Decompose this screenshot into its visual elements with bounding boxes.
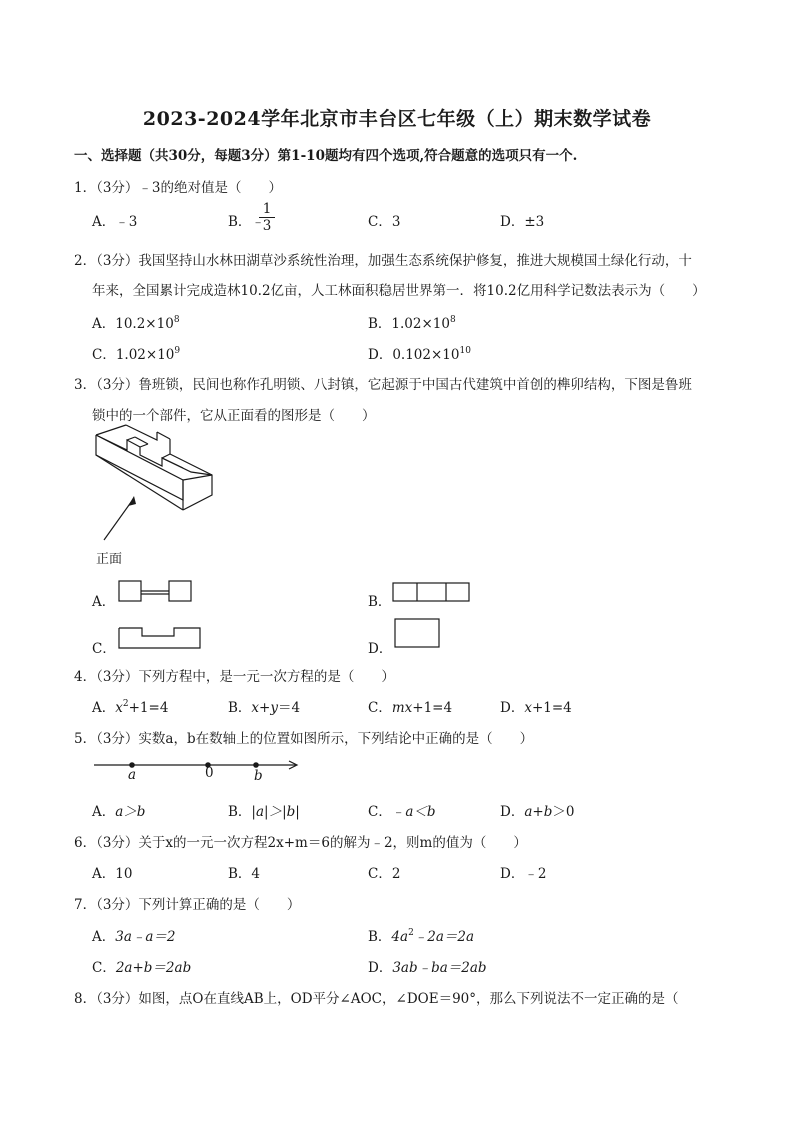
q4-option-d: D．x+1=4 xyxy=(500,700,572,716)
q5-stem: 5．（3分）实数a，b在数轴上的位置如图所示，下列结论中正确的是（ ） xyxy=(74,731,534,747)
q1-option-c: C．3 xyxy=(368,214,401,230)
q3-stem-line2: 锁中的一个部件，它从正面看的图形是（ ） xyxy=(92,408,376,424)
q6-option-c: C．2 xyxy=(368,866,401,882)
q3-option-b: B． xyxy=(368,594,392,610)
q5-option-a: A．a＞b xyxy=(92,804,146,820)
q3-option-c: C． xyxy=(92,641,116,657)
q7-option-c: C．2a+b＝2ab xyxy=(92,960,192,976)
q5-option-b: B．|a|＞|b| xyxy=(228,804,300,820)
luban-lock-figure xyxy=(90,410,230,545)
q7-stem: 7．（3分）下列计算正确的是（ ） xyxy=(74,897,301,913)
number-line-label-0: 0 xyxy=(205,765,214,781)
q1-option-b-fraction xyxy=(259,202,275,233)
q3-option-d-figure xyxy=(394,618,442,650)
q1-option-b-prefix: B．﹣ xyxy=(228,214,265,230)
q6-option-a: A．10 xyxy=(92,866,133,882)
q3-option-d: D． xyxy=(368,641,393,657)
q6-stem: 6．（3分）关于x的一元一次方程2x+m＝6的解为﹣2，则m的值为（ ） xyxy=(74,835,527,851)
fraction-denominator: 3 xyxy=(262,218,272,234)
q1-option-a: A．﹣3 xyxy=(92,214,138,230)
q4-option-c: C．mx+1=4 xyxy=(368,700,453,716)
q3-option-a: A． xyxy=(92,594,116,610)
q4-stem: 4．（3分）下列方程中，是一元一次方程的是（ ） xyxy=(74,669,395,685)
page-title: 2023-2024学年北京市丰台区七年级（上）期末数学试卷 xyxy=(142,108,652,130)
q2-option-a: A．$10.2\times 10^8$ xyxy=(92,315,180,332)
number-line-label-b: b xyxy=(254,768,263,784)
q6-option-d: D．﹣2 xyxy=(500,866,547,882)
q4-option-a: A．$x^2+1=4$ xyxy=(92,699,169,716)
q6-option-b: B．4 xyxy=(228,866,261,882)
q1-option-d: D．±3 xyxy=(500,214,545,230)
q2-option-c: C．$1.02\times 10^9$ xyxy=(92,346,181,363)
q7-option-d: D．3ab﹣ba＝2ab xyxy=(368,960,487,976)
q8-stem: 8．（3分）如图，点O在直线AB上，OD平分∠AOC，∠DOE＝90°，那么下列说法不一定正确的是（ xyxy=(74,991,679,1007)
q5-option-c: C．﹣a＜b xyxy=(368,804,436,820)
q1-stem: 1．（3分）﹣3的绝对值是（ ） xyxy=(74,180,283,196)
q4-option-b: B．x+y＝4 xyxy=(228,700,301,716)
q5-option-d: D．a+b＞0 xyxy=(500,804,575,820)
point-b xyxy=(253,762,259,768)
q2-stem-line2: 年来，全国累计完成造林10.2亿亩，人工林面积稳居世界第一．将10.2亿用科学记数法表示为（ ） xyxy=(92,283,706,299)
q7-option-b: B．$4a^2﹣2a=2a$ xyxy=(368,928,475,945)
section-heading: 一、选择题（共30分，每题3分）第1-10题均有四个选项,符合题意的选项只有一个. xyxy=(74,148,578,164)
q3-option-b-figure xyxy=(392,582,472,604)
q3-option-c-figure xyxy=(118,626,202,650)
q2-option-b: B．$1.02\times 10^8$ xyxy=(368,315,456,332)
number-line xyxy=(92,757,302,787)
q3-option-a-figure xyxy=(118,580,194,604)
q7-option-a: A．3a﹣a＝2 xyxy=(92,929,176,945)
number-line-label-a: a xyxy=(128,767,137,783)
q3-stem-line1: 3．（3分）鲁班锁，民间也称作孔明锁、八封镇，它起源于中国古代建筑中首创的榫卯结构，下图是鲁班 xyxy=(74,377,692,393)
fraction-numerator: 1 xyxy=(262,201,272,217)
q2-option-d: D．$0.102\times 10^{10}$ xyxy=(368,346,471,363)
q2-stem-line1: 2．（3分）我国坚持山水林田湖草沙系统性治理，加强生态系统保护修复，推进大规模国土绿化行动，十 xyxy=(74,253,692,269)
front-label: 正面 xyxy=(96,552,123,567)
